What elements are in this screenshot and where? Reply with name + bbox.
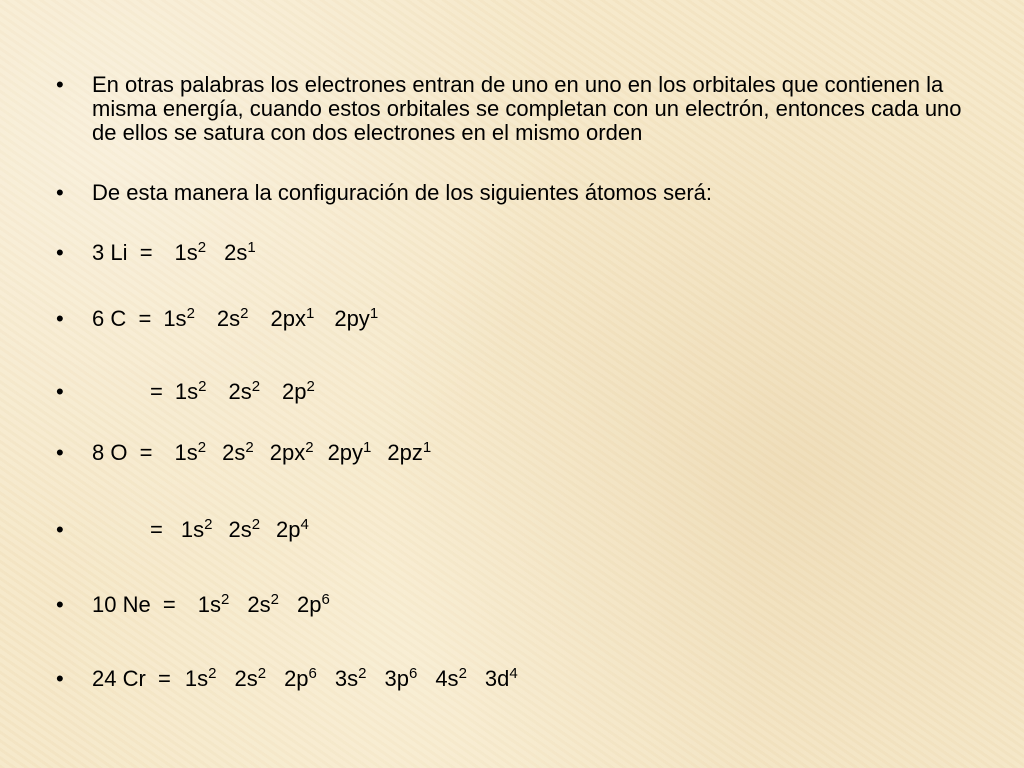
- bullet-dot: •: [56, 666, 64, 691]
- electron-count: 2: [221, 591, 230, 608]
- orbital-name: 1s: [174, 379, 199, 404]
- orbital-name: 4s: [435, 666, 459, 691]
- orbital-name: 2s: [228, 517, 252, 542]
- orbital-term: [387, 440, 431, 465]
- orbital-name: 2s: [224, 240, 248, 265]
- electron-count: 2: [204, 516, 213, 533]
- config-label: =: [150, 379, 163, 404]
- electron-count: 6: [408, 665, 418, 682]
- orbital-term: [328, 440, 372, 465]
- orbital-term: [224, 240, 256, 265]
- bullet-dot: •: [56, 306, 64, 331]
- electron-count: 1: [247, 239, 256, 256]
- electron-count: 6: [308, 665, 317, 682]
- orbital-term: [222, 440, 254, 465]
- orbital-term: [175, 440, 207, 465]
- config-label: 10 Ne =: [92, 592, 176, 617]
- electron-count: 2: [198, 378, 207, 395]
- electron-count: 1: [369, 305, 379, 322]
- orbital-name: 3p: [384, 666, 409, 691]
- electron-count: 2: [458, 665, 467, 682]
- orbital-name: 2py: [327, 440, 364, 465]
- orbital-name: 2px: [269, 440, 306, 465]
- orbital-term: [384, 666, 417, 691]
- orbital-name: 2s: [216, 306, 241, 331]
- config-label: =: [150, 517, 163, 542]
- orbital-term: [271, 306, 315, 331]
- bullet-dot: •: [56, 240, 64, 265]
- electron-count: 1: [422, 439, 432, 456]
- paragraph-1: En otras palabras los electrones entran de uno en uno en los orbitales que contienen la misma energía, cuando estos orbitales se completan con un electrón, entonces cada uno de ellos se satura con dos electrones en el mismo orden: [92, 72, 962, 145]
- electron-count: 2: [251, 516, 261, 533]
- config-li-line: [92, 241, 256, 265]
- config-c-line: [92, 307, 378, 331]
- orbital-term: [297, 592, 330, 617]
- electron-count: 2: [208, 665, 217, 682]
- config-label: 8 O =: [92, 440, 153, 465]
- orbital-term: [282, 379, 315, 404]
- electron-count: 2: [197, 239, 207, 256]
- orbital-term: [228, 379, 260, 404]
- orbital-term: [247, 592, 279, 617]
- electron-count: 2: [197, 439, 207, 456]
- orbital-term: [217, 306, 249, 331]
- electron-count: 2: [270, 591, 279, 608]
- config-label: 6 C =: [92, 306, 152, 331]
- bullet-dot: •: [56, 180, 64, 205]
- orbital-name: 1s: [174, 240, 198, 265]
- orbital-name: 1s: [163, 306, 187, 331]
- orbital-term: [163, 306, 195, 331]
- paragraph-2: De esta manera la configuración de los siguientes átomos será:: [92, 180, 713, 205]
- orbital-name: 2px: [270, 306, 306, 331]
- bullet-dot: •: [56, 440, 64, 465]
- orbital-name: 2p: [282, 379, 307, 404]
- electron-count: 2: [240, 305, 249, 322]
- config-o-alt-line: [150, 518, 309, 542]
- bullet-dot: •: [56, 517, 64, 542]
- orbital-term: [198, 592, 230, 617]
- orbital-term: [185, 666, 217, 691]
- orbital-term: [270, 440, 314, 465]
- electron-count: 1: [363, 439, 372, 456]
- orbital-name: 2p: [296, 592, 322, 617]
- config-label: 3 Li =: [92, 240, 153, 265]
- bullet-dot: •: [56, 72, 64, 97]
- orbital-term: [435, 666, 467, 691]
- electron-count: 2: [251, 378, 261, 395]
- electron-count: 2: [257, 665, 267, 682]
- orbital-name: 1s: [184, 666, 209, 691]
- orbital-name: 2s: [234, 666, 258, 691]
- bullet-dot: •: [56, 379, 64, 404]
- orbital-term: [334, 306, 378, 331]
- orbital-term: [485, 666, 518, 691]
- config-o-line: [92, 441, 431, 465]
- electron-count: 4: [300, 516, 309, 533]
- electron-count: 2: [245, 439, 254, 456]
- orbital-term: [175, 240, 207, 265]
- orbital-term: [234, 666, 266, 691]
- orbital-name: 1s: [197, 592, 222, 617]
- orbital-name: 2pz: [387, 440, 423, 465]
- orbital-name: 1s: [180, 517, 205, 542]
- orbital-name: 2s: [222, 440, 246, 465]
- orbital-term: [276, 517, 309, 542]
- orbital-term: [181, 517, 213, 542]
- electron-count: 2: [306, 378, 315, 395]
- electron-count: 6: [321, 591, 330, 608]
- orbital-name: 2s: [247, 592, 271, 617]
- orbital-term: [228, 517, 260, 542]
- electron-count: 1: [305, 305, 315, 322]
- orbital-name: 2s: [228, 379, 252, 404]
- electron-count: 2: [305, 439, 314, 456]
- orbital-name: 3s: [334, 666, 359, 691]
- orbital-name: 1s: [174, 440, 198, 465]
- config-ne-line: [92, 593, 330, 617]
- orbital-name: 3d: [484, 666, 510, 691]
- orbital-term: [335, 666, 367, 691]
- orbital-name: 2p: [284, 666, 309, 691]
- orbital-term: [284, 666, 317, 691]
- orbital-name: 2py: [334, 306, 370, 331]
- orbital-term: [175, 379, 207, 404]
- orbital-name: 2p: [276, 517, 301, 542]
- bullet-dot: •: [56, 592, 64, 617]
- config-cr-line: [92, 667, 518, 691]
- electron-count: 2: [358, 665, 367, 682]
- config-label: 24 Cr =: [92, 666, 171, 691]
- electron-count: 2: [186, 305, 195, 322]
- electron-count: 4: [509, 665, 518, 682]
- config-c-alt-line: [150, 380, 315, 404]
